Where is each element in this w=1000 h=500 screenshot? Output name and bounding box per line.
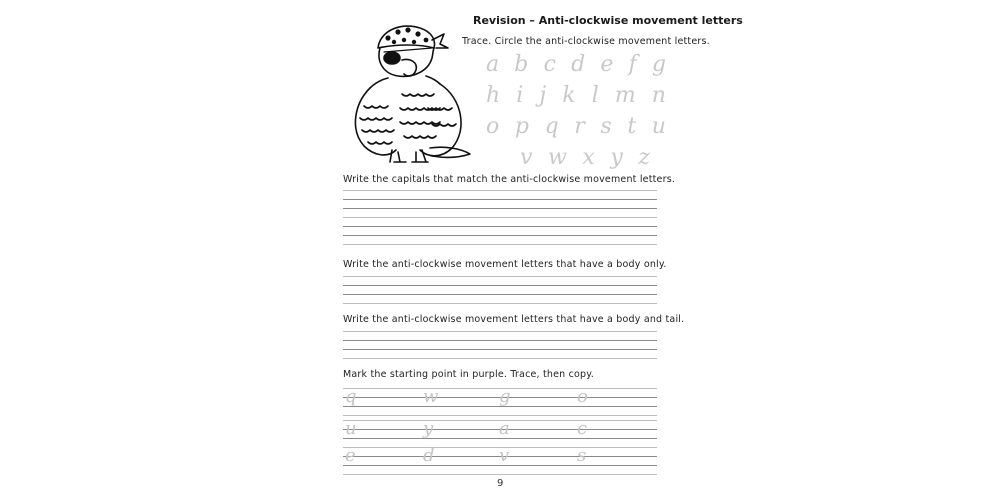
copy-row-2 [343,420,663,448]
copy-letter: o [577,386,588,407]
trace-row-1 [486,52,666,77]
trace-letter: u [651,114,666,139]
guide-line [343,294,657,295]
trace-letter: e [600,52,614,77]
trace-letter: c [543,52,556,77]
guide-line [343,331,657,332]
trace-instruction: Trace. Circle the anti-clockwise movement letters. [462,36,710,47]
copy-letter: w [423,386,439,407]
guide-line [343,244,657,245]
trace-letter: y [610,145,623,170]
trace-letter: s [600,114,612,139]
guide-line [343,235,657,236]
trace-letter: j [539,83,547,108]
trace-row-3 [486,114,666,139]
copy-row-1 [343,388,663,416]
guide-line [343,190,657,191]
guide-line [343,358,657,359]
trace-letter: q [544,114,559,139]
trace-row-4 [520,145,650,170]
guide-line [343,226,657,227]
page-title: Revision – Anti-clockwise movement letters [473,14,743,27]
trace-letter: r [574,114,585,139]
guide-line [343,349,657,350]
trace-letter: k [562,83,576,108]
trace-letter: w [548,145,567,170]
pirate-parrot-icon [340,18,480,168]
trace-letter: m [614,83,636,108]
trace-letter: p [514,114,529,139]
guide-line [343,285,657,286]
trace-letter: n [651,83,666,108]
guide-line [343,217,657,218]
copy-letter: v [499,445,510,466]
trace-letter: d [571,52,586,77]
trace-letter: b [514,52,529,77]
copy-letter: d [423,445,435,466]
trace-letter: l [591,83,599,108]
trace-letter: v [520,145,533,170]
page-number: 9 [497,478,504,489]
trace-letter: a [486,52,500,77]
guide-line [343,415,657,416]
trace-letter: g [651,52,666,77]
guide-line [343,276,657,277]
trace-letter: x [582,145,595,170]
trace-letter: i [516,83,524,108]
copy-letter: q [345,386,357,407]
section-1-instruction: Write the capitals that match the anti-clockwise movement letters. [343,174,676,185]
copy-letter: s [577,445,587,466]
trace-letter: z [638,145,650,170]
guide-line [343,474,657,475]
copy-letter: e [345,445,356,466]
trace-letter: h [486,83,501,108]
section-4-instruction: Mark the starting point in purple. Trace, then copy. [343,369,594,380]
copy-row-3 [343,447,663,475]
trace-row-2 [486,83,666,108]
copy-letter: g [499,386,511,407]
section-2-instruction: Write the anti-clockwise movement letters that have a body only. [343,259,667,270]
copy-letter: y [423,418,434,439]
copy-letter: a [499,418,510,439]
trace-letter: o [486,114,500,139]
trace-letter: t [627,114,637,139]
guide-line [343,340,657,341]
trace-letter: f [628,52,637,77]
copy-letter: c [577,418,588,439]
section-3-instruction: Write the anti-clockwise movement letters that have a body and tail. [343,314,685,325]
copy-letter: u [345,418,357,439]
guide-line [343,303,657,304]
guide-line [343,208,657,209]
guide-line [343,199,657,200]
